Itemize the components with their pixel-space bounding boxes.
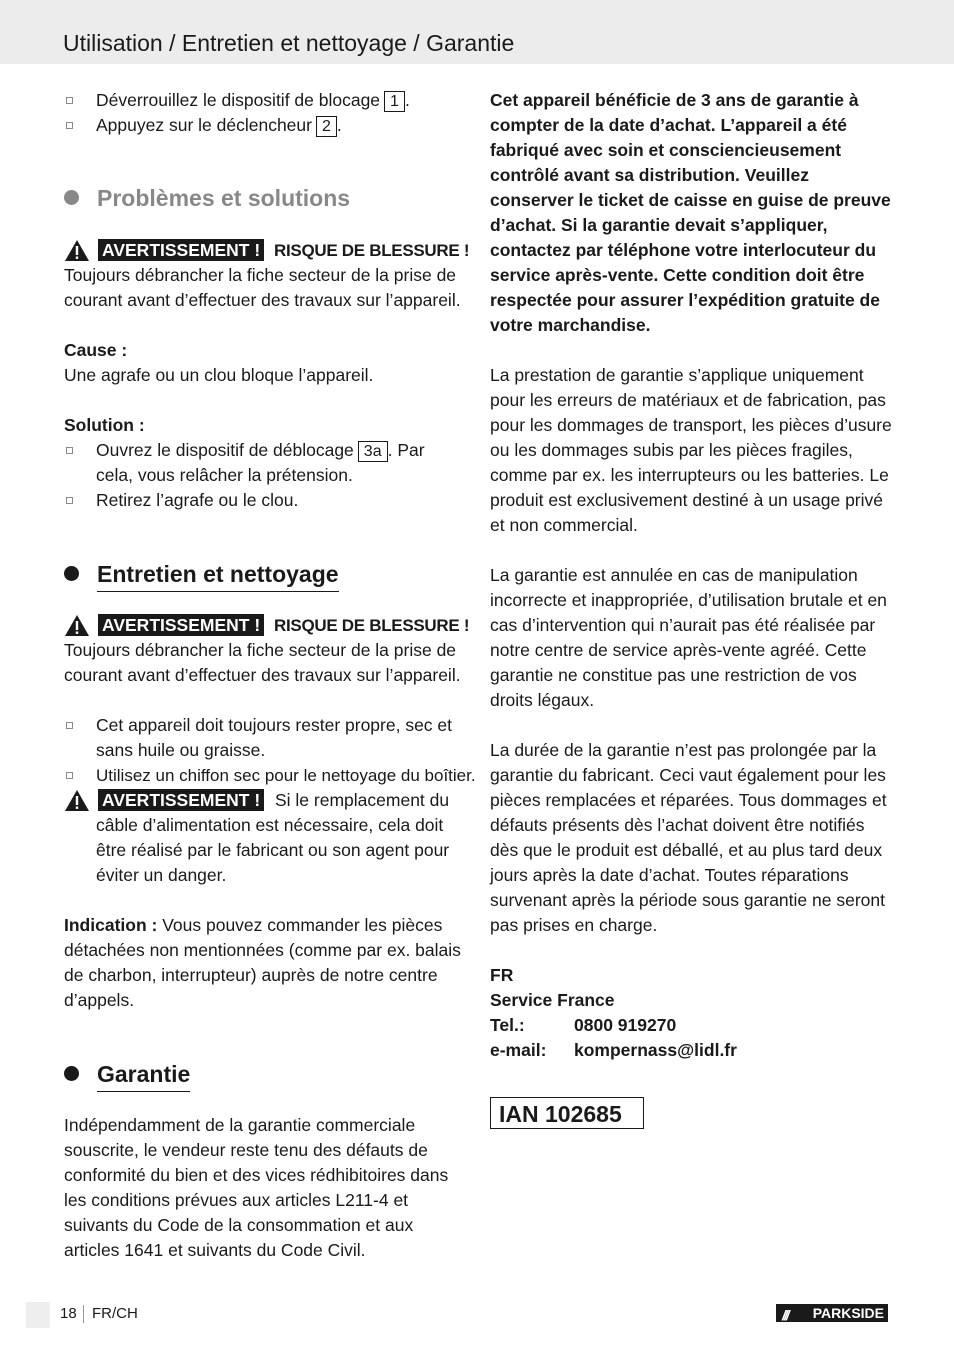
warning-text: Toujours débrancher la fiche secteur de la prise de courant avant d’effectuer des travaux sur l’appareil. [64,640,461,685]
contact-country: FR [490,965,514,985]
warning-risk: RISQUE DE BLESSURE ! [274,241,470,260]
problems-section [64,238,470,513]
list-item: Cet appareil doit toujours rester propre, sec et sans huile ou graisse. [64,713,466,763]
footer-divider [83,1305,84,1323]
contact-table [490,1013,737,1063]
warning-badge: AVERTISSEMENT ! [98,789,264,811]
warning-triangle-icon [64,239,90,262]
warning-line [64,788,466,813]
warranty-paragraph: La prestation de garantie s’applique uniquement pour les erreurs de matériaux et de fabrication, pas pour les dommages de transport, les pièces d’usure ou les dommages subis par les pièces fragiles, comme par ex. les interrupteurs ou les batteries. Le produit est exclusivement destiné à un usage privé et non commercial. [490,365,892,535]
contact-service: Service France [490,990,615,1010]
warranty-legal-text: Indépendamment de la garantie commerciale souscrite, le vendeur reste tenu des défauts de conformité du bien et des vices rédhibitoires dans les conditions prévues aux articles L211-4 et suivants du Code de la consommation et aux articles 1641 et suivants du Code Civil. [64,1115,449,1260]
filled-circle-icon [64,1066,79,1081]
warning-line [64,613,470,638]
square-bullet-icon [66,497,73,504]
warning-badge: AVERTISSEMENT ! [98,614,264,636]
brand-name: PARKSIDE [812,1305,884,1321]
contact-block [490,963,892,1063]
brand-logo [776,1304,888,1322]
square-bullet-icon [66,122,73,129]
tel-value: 0800 919270 [574,1015,677,1035]
ian-number: IAN 102685 [490,1097,644,1129]
cause-label: Cause : [64,340,128,360]
filled-circle-icon [64,190,79,205]
warning-badge: AVERTISSEMENT ! [98,239,264,261]
warning-line [64,238,470,263]
warranty-details [490,88,892,1063]
warranty-paragraph: La garantie est annulée en cas de manipulation incorrecte et inappropriée, d’utilisation brutale et en cas d’intervention qui n’aurait pas été réalisée par notre centre de service après-vente agréé. Cette garantie ne constitue pas une restriction de vos droits légaux. [490,565,887,710]
part-reference: 1 [384,91,405,112]
filled-circle-icon [64,566,79,581]
footer-box [26,1302,50,1328]
unlock-steps [64,88,466,138]
list-item: Utilisez un chiffon sec pour le nettoyage du boîtier. [64,763,466,788]
email-label: e-mail: [490,1040,547,1060]
page-title: Utilisation / Entretien et nettoyage / Garantie [63,30,515,56]
list-item: Retirez l’agrafe ou le clou. [64,488,466,513]
warranty-legal [64,1113,466,1263]
list-item: Appuyez sur le déclencheur 2 . [64,113,466,138]
warranty-paragraph: La durée de la garantie n’est pas prolongée par la garantie du fabricant. Ceci vaut également pour les pièces remplacées et réparées. Tous dommages et défauts présents dès l’achat doivent être notifiés dès que le produit est déballé, et au plus tard deux jours après la date d’achat. Toutes réparations survenant après la période sous garantie ne seront pas prises en charge. [490,740,887,935]
square-bullet-icon [66,447,73,454]
list-item: Ouvrez le dispositif de déblocage 3a . Par cela, vous relâcher la prétension. [64,438,466,488]
warning-text-continued: câble d’alimentation est nécessaire, cela doit être réalisé par le fabricant ou son agent pour éviter un danger. [96,815,450,885]
list-item: Déverrouillez le dispositif de blocage 1 . [64,88,466,113]
indication: Indication : Vous pouvez commander les pièces détachées non mentionnées (comme par ex. balais de charbon, interrupteur) auprès de notre centre d’appels. [64,915,461,1010]
warning-text: Toujours débrancher la fiche secteur de la prise de courant avant d’effectuer des travaux sur l’appareil. [64,265,461,310]
warning-text: Si le remplacement du [275,790,450,810]
solution-label: Solution : [64,415,145,435]
page-number: 18 [60,1305,77,1322]
logo-stripes-icon: /// [782,1307,788,1323]
maintenance-section [64,613,476,1013]
warning-risk: RISQUE DE BLESSURE ! [274,616,470,635]
cause-text: Une agrafe ou un clou bloque l’appareil. [64,365,374,385]
square-bullet-icon [66,722,73,729]
email-value: kompernass@lidl.fr [574,1040,737,1060]
square-bullet-icon [66,97,73,104]
part-reference: 3a [358,441,388,462]
tel-label: Tel.: [490,1015,525,1035]
part-reference: 2 [316,116,337,137]
warranty-intro: Cet appareil bénéficie de 3 ans de garantie à compter de la date d’achat. L’appareil a été fabriqué avec soin et consciencieusement contrôlé avant sa distribution. Veuillez conserver le ticket de caisse en guise de preuve d’achat. Si la garantie devait s’appliquer, contactez par téléphone votre interlocuteur du service après-vente. Cette condition doit être respectée pour assurer l’expédition gratuite de votre marchandise. [490,90,891,335]
footer-language: FR/CH [92,1305,138,1322]
square-bullet-icon [66,772,73,779]
warning-triangle-icon [64,789,90,812]
warning-triangle-icon [64,614,90,637]
